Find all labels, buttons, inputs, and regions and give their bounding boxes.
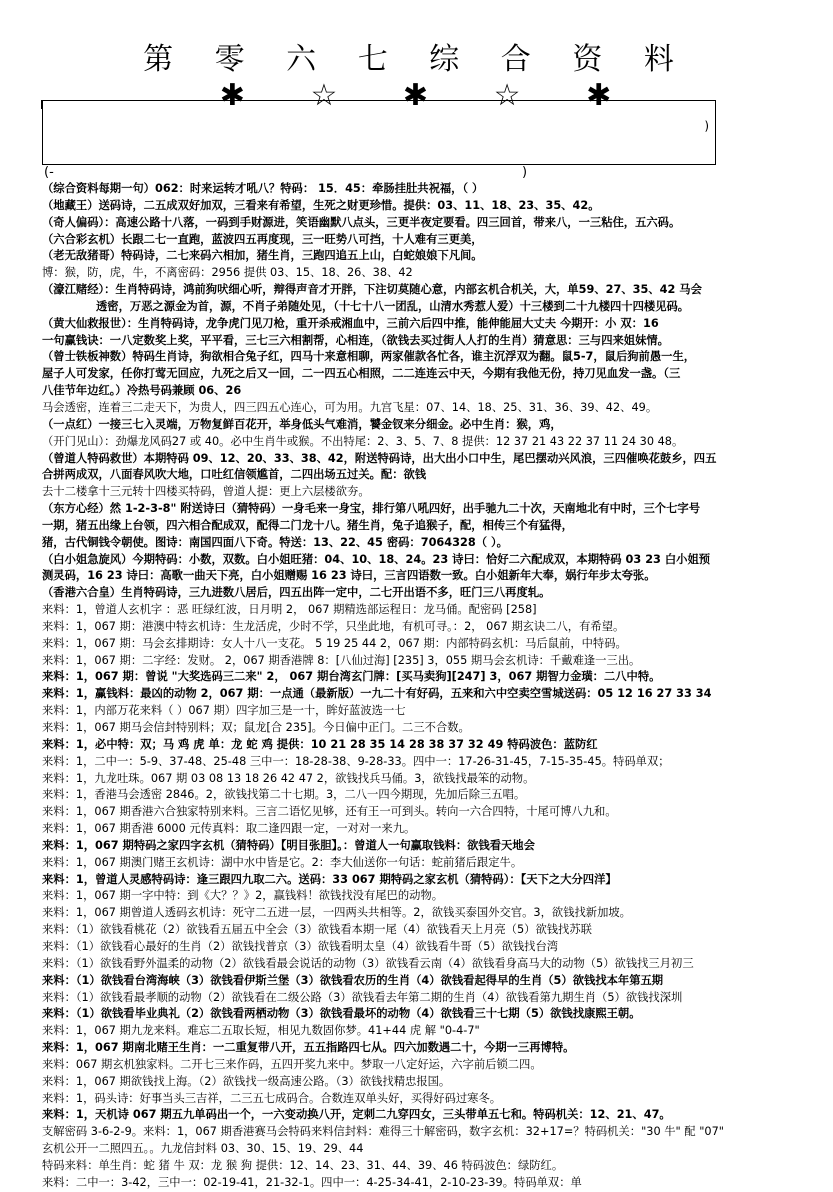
text-line: （老无敌猪哥）特码诗，二七来码六相加，猪生肖，三跑四追五上山，白蛇娘娘下凡间。 (42, 249, 483, 263)
text-line: 来料：1，067 期南北赌王生肖：一二重复带八开，五五指路四七从。四六加数遇二十，今期一三再博特。 (42, 1041, 575, 1055)
text-line: （综合资料每期一句）062：时来运转才吼八？特码： 15．45：牵肠挂肚共祝福，（ ） (42, 182, 484, 195)
text-line: 来料：（1）欲钱看台湾海峡（3）欲钱看伊斯兰堡（3）欲钱看农历的生肖（4）欲钱看起得早的生肖（5）欲钱找本年第五期 (42, 973, 664, 987)
asterisk-icon: ✱ (586, 78, 614, 113)
text-line: 来料：1，067 期：曾说 "大奖选码三二来" 2， 067 期台湾玄门牌：[买马卖狗][247] 3，067 期智力金璜：二八中特。 (42, 670, 661, 684)
text-line: （香港六合皇）生肖特码诗，三九进数八居后，四五出阵一定中，二七开出语不多，旺门三八再度轧。 (42, 586, 551, 600)
text-line: 一句赢钱诀：一八定数奖上奖，平平看，三七三六相割帮，心相连，（欲钱去买过街人人打的生肖）猜意思：三与四来姐妹情。 (42, 333, 669, 347)
text-line: 来料：1，九龙吐珠。067 期 03 08 13 18 26 42 47 2，欲钱找兵马俑。3，欲钱找最笨的动物。 (42, 771, 535, 785)
text-line: 来料：1，067 期欲钱找上海。（2）欲钱找一级高速公路。（3）欲钱找精忠报国。 (42, 1074, 451, 1088)
text-line: 来料：1，二中一：5-9、37-48、25-48 三中一：18-28-38、9-28-33。四中一：17-26-31-45，7-15-35-45。特码单双； (42, 754, 670, 768)
text-line: 来料：1，必中特：双；马 鸡 虎 单：龙 蛇 鸡 提供：10 21 28 35 14 28 38 37 32 49 特码波色：蓝防红 (42, 737, 598, 751)
text-line: 博：猴，防，虎，牛，不离密码：2956 提供 03、15、18、26、38、42 (42, 266, 413, 280)
text-line: 测灵码，16 23 诗曰：高歌一曲天下亮，白小姐赠赐 16 23 诗曰，三言四语数一致。白小姐新年大奉，娲行年步太夸张。 (42, 569, 656, 583)
document-body (42, 181, 802, 1192)
text-line: 透密，万恶之源金为首，源，不肖子弟随处见，（十七十八一团乱，山清水秀惹人爱）十三楼到二十九楼四十四楼见码。 (96, 299, 690, 313)
text-line: 来料：1，067 期一字中特：到《大？？》2，赢钱料！欲钱找没有尾巴的动物。 (42, 889, 444, 903)
text-line: 来料：二中一：3-42，三中一：02-19-41，21-32-1。四中一：4-25-34-41，2-10-23-39。特码单双：单 (42, 1175, 582, 1189)
text-line: 来料：1，067 期香港 6000 元传真料：取二逢四跟一定，一对对一来九。 (42, 822, 416, 836)
text-line: 来料：1，赢钱料：最凶的动物 2，067 期：一点通（最新版）一九二十有好码，五来和六中空卖空雪城送码：05 12 16 27 33 34 (42, 687, 712, 701)
text-line: （白小姐急旋风）今期特码：小数，双数。白小姐旺猪：04、10、18、24。23 诗曰：恰好二六配成双，本期特码 03 23 白小姐预 (42, 552, 711, 566)
text-line: 来料：1，067 期澳门赌王玄机诗：湖中水中皆是它。2：李大仙送你一句话：蛇前猪后跟定牛。 (42, 855, 523, 869)
text-line: （奇人偏码）：高速公路十八落，一码到手财源进，笑语幽默八点头，三更半夜定要看。四三回首，带来八，一三粘住，五六码。 (42, 215, 681, 229)
text-line: 来料：1，码头诗：好事当头三吉祥，二三五七成码合。合数连双单头好，买得好码过寒冬。 (42, 1091, 502, 1105)
text-line: （一点红）一接三七入灵端，万物复鲜百花开，举身低头气难消，饕金钗来分细金。必中生肖：猴，鸡， (42, 417, 562, 431)
text-line: （六合彩玄机）长跟二七一直跑，蓝波四五再度现，三一旺势八可挡，十人难有三更美， (42, 232, 483, 246)
text-line: （地藏王）送码诗，二五成双好加双，三看来有希望，生死之财更珍惜。提供：03、11、18、23、35、42。 (42, 198, 600, 212)
text-line: 特码来料：单生肖：蛇 猪 牛 双：龙 猴 狗 提供：12、14、23、31、44、39、46 特码波色：绿防红。 (42, 1158, 564, 1172)
text-line: （黄大仙救报世）：生肖特码诗，龙争虎门见刀枪，重开杀戒湘血中，三前六后四中推，能伸能屈大丈夫 今期开：小 双：16 (42, 316, 659, 330)
text-line: 来料：（1）欲钱看心最好的生肖（2）欲钱找普京（3）欲钱看明太皇（4）欲钱看牛哥（5）欲钱找台湾 (42, 939, 559, 953)
text-line: 一期，猪五出缘上台领，四六相合配成双，配得二门龙十八。猪生肖，兔子追猴子，配，相传三个有猛得， (42, 518, 573, 532)
text-line: 来料：1，曾道人玄机字 ：恶 旺绿红波，日月明 2， 067 期精选部运程日：龙马俑。配密码 [258] (42, 603, 537, 617)
corner-mark (41, 100, 48, 109)
text-line: 来料：（1）欲钱看桃花（2）欲钱看五届五中全会（3）欲钱看本期一尾（4）欲钱看天上月亮（5）欲钱找苏联 (42, 923, 592, 937)
asterisk-icon: ✱ (402, 78, 431, 113)
text-line: 来料：1，曾道人灵感特码诗：逢三跟四九取二六。送码：33 067 期特码之家玄机（猜特码）：【天下之大分四洋】 (42, 872, 617, 886)
text-line: 来料：1，067 期：马会玄排期诗：女人十八一支花。 5 19 25 44 2，067 期：内部特码玄机：马后鼠前，中特码。 (42, 636, 627, 650)
text-line: 来料：1，内部万花来料（ ）067 期）四字加三是一十，眸好蓝波选一七 (42, 704, 406, 718)
text-line: （曾士铁板神数）特码生肖诗，狗欲相合兔子红，四马十来意相聊，两家催款各忙各，谁主沉浮双为翻。鼠5-7，鼠后狗前愚一生， (42, 350, 696, 364)
text-line: 来料：1，067 期马会信封特别料；双；鼠龙[合 235]。今日偏中正门。二三不合数。 (42, 721, 470, 734)
text-line: 来料：1，067 期：港澳中特玄机诗：生龙活虎，少时不学，只坐此地，有机可寻。：2， 067 期玄诀二八，有希望。 (42, 619, 625, 633)
text-line: 去十二楼拿十三元转十四楼买特码，曾道人提：更上六层楼欲夯。 (42, 485, 370, 499)
blank-header-box (42, 100, 716, 165)
text-line: 来料：1，067 期九龙来料。难忘二五取长短，相见九数固你梦。41+44 虎 解 "0-4-7" (42, 1024, 480, 1038)
text-line: 来料：（1）欲钱看野外温柔的动物（2）欲钱看最会说话的动物（3）欲钱看云南（4）欲钱看身高马大的动物（5）欲钱找三月初三 (42, 956, 694, 970)
text-line: （开门见山）：劲爆龙风码27 或 40。必中生肖牛或猴。不出特尾：2、3、5、7、8 提供：12 37 21 43 22 37 11 24 30 48。 (42, 434, 684, 448)
star-outline-icon: ☆ (493, 78, 523, 113)
box-right-paren: ) (704, 119, 709, 133)
text-line: 来料：1，067 期特码之家四字玄机（猜特码）【明目张胆】。：曾道人一句赢取钱料：欲钱看天地会 (42, 838, 535, 852)
text-line: 八佳节年边红。）冷热号码兼顾 06、26 (42, 384, 242, 398)
text-line: 马会透密，连着三二走天下，为贵人，四三四五心连心，可为用。九宫飞星：07、14、18、25、31、36、39、42、49。 (42, 400, 658, 414)
text-line: 来料：1，天机诗 067 期五九单码出一个，一六变动换八开，定刺二九穿四女，三头带单五七和。特码机关：12、21、47。 (42, 1108, 671, 1122)
text-line: 来料：067 期玄机独家料。二开七三来作码，五四开奖九来中。梦取一八定好运，六字前后锁二四。 (42, 1057, 542, 1071)
text-line: 屋子人可发家，任你打莺无回应，九死之后又一回，二一四五心相照，二二连连云中天，今期有我他无份，持刀见血发一盏。（三 (42, 367, 681, 381)
text-line: （濠江赌经）：生肖特码诗，鸿前狗吠细心听，辩得声音才开胖，下注切莫随心意，内部玄机合机关，大，单59、27、35、42 马会 (42, 283, 702, 297)
box-bottom-left-mark: (- (44, 165, 54, 180)
text-line: 来料：1，067 期曾道人透码玄机诗：死守二五进一层，一四两头共相等。2，欲钱买泰国外交官。3，欲钱找新加坡。 (42, 906, 631, 920)
text-line: 来料：1，067 期：二字经：发财。 2，067 期香港牌 8：[八仙过海] [235] 3，055 期马会玄机诗：千戴难逢一三出。 (42, 653, 641, 667)
page-title: 第 零 六 七 综 合 资 料 (143, 42, 690, 77)
text-line: 来料：1，067 期香港六合独家特别来料。三言二语忆见够，还有王一可到头。转向一六合四特，十尾可博八九和。 (42, 805, 617, 819)
text-line: 来料：1，香港马会透密 2846。2，欲钱找第二十七期。3，二八一四今期现，先加后除三五唱。 (42, 788, 526, 802)
asterisk-icon: ✱ (219, 78, 247, 113)
text-line: （曾道人特码救世）本期特码 09、12、20、33、38、42，附送特码诗，出大出小口中生，尾巴摆动兴风浪，三四催唤花鼓乡，四五 (42, 451, 717, 465)
text-line: 支解密码 3-6-2-9。来料：1，067 期香港赛马会特码来料信封料：难得三十解密码，数字玄机：32+17=？特码机关："30 牛" 配 "07" (42, 1125, 724, 1139)
text-line: （东方心经）然 1-2-3-8" 附送诗曰（猜特码）一身毛来一身宝，排行第八吼四好，出手驰九二十次，天南地北有中时，三个七字号 (42, 502, 700, 516)
star-outline-icon: ☆ (310, 78, 340, 113)
text-line: 猪，古代铜钱令朝使。图诗：南国四面八下奇。特送：13、22、45 密码：7064328（ ）。 (42, 535, 508, 549)
text-line: 合拼两成双，八面春风吹大地，口吐红信领尴首，二四出场五过关。配：欲钱 (42, 468, 427, 482)
text-line: 玄机公开一二照四五。。九龙信封料 03、30、15、19、29、44 (42, 1142, 364, 1156)
text-line: 来料：（1）欲钱看毕业典礼（2）欲钱看两栖动物（3）欲钱看最坏的动物（4）欲钱看三十七期（5）欲钱找康熙王朝。 (42, 1007, 641, 1021)
box-bottom-right-mark: ) (522, 165, 528, 180)
text-line: 来料：（1）欲钱看最孝顺的动物（2）欲钱看在二级公路（3）欲钱看去年第二期的生肖（4）欲钱看第九期生肖（5）欲钱找深圳 (42, 990, 683, 1004)
